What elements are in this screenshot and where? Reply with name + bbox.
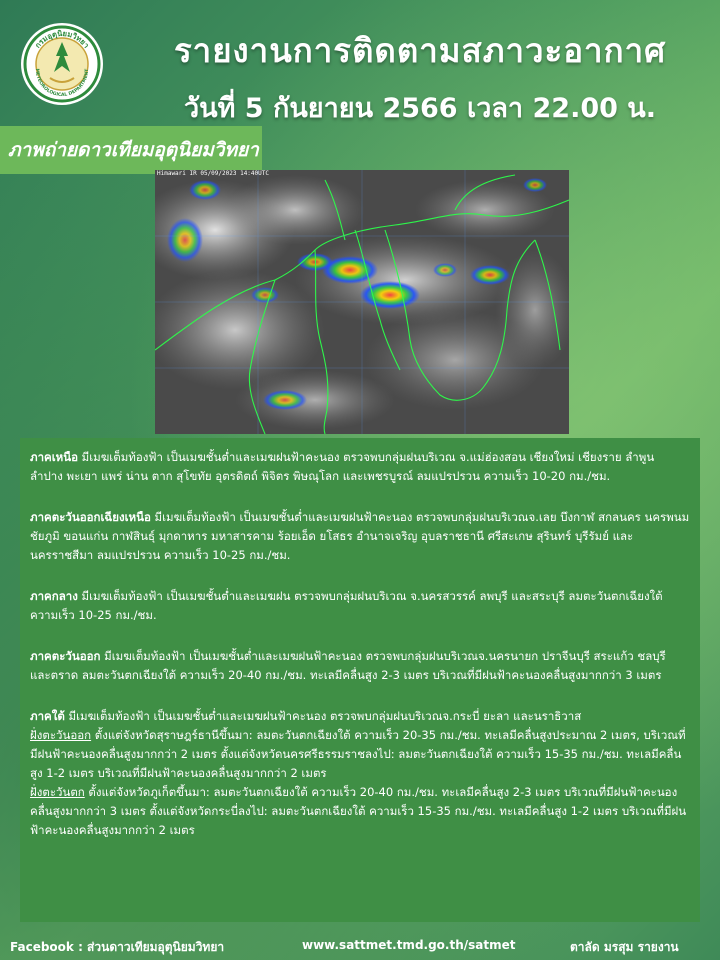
region-name: ภาคตะวันออก: [30, 649, 101, 663]
website-link[interactable]: www.sattmet.tmd.go.th/satmet: [302, 938, 516, 952]
page-title: รายงานการติดตามสภาวะอากาศ: [173, 31, 667, 70]
reporter-credit: ตาลัด มรสุม รายงาน: [570, 940, 679, 954]
logo-text-bottom: METEOROLOGICAL DEPARTMENT: [33, 68, 91, 99]
region-name: ภาคกลาง: [30, 589, 78, 603]
east-coast-text: ตั้งแต่จังหวัดสุราษฎร์ธานีขึ้นมา: ลมตะวันตกเฉียงใต้ ความเร็ว 20-35 กม./ชม. ทะเลมีคลื่นสูงประมาณ 2 เมตร, บริเวณที่มีฝนฟ้าคะนองคลื่นสูงมากกว่า 2 เมตร ตั้งแต่จังหวัดนครศรีธรรมราชลงไป: ลมตะวันตกเฉียงใต้ ความเร็ว 15-35 กม./ชม. ทะเลมีคลื่นสูง 1-2 เมตร บริเวณที่มีฝนฟ้าคะนองคลื่นสูงมากกว่า 2 เมตร: [30, 728, 686, 780]
region-north: [30, 448, 690, 486]
region-text: มีเมฆเต็มท้องฟ้า เป็นเมฆชั้นต่ำและเมฆฝนฟ้าคะนอง ตรวจพบกลุ่มฝนบริเวณจ.เลย บึงกาฬ สกลนคร นครพนม ชัยภูมิ ขอนแก่น กาฬสินธุ์ มุกดาหาร มหาสารคาม ร้อยเอ็ด ยโสธร อำนาจเจริญ อุบลราชธานี ศรีสะเกษ สุรินทร์ บุรีรัมย์ และนครราชสีมา ลมแปรปรวน ความเร็ว 10-25 กม./ชม.: [30, 510, 690, 562]
satellite-image: [155, 170, 569, 434]
region-name: ภาคใต้: [30, 709, 65, 723]
west-coast-label: ฝั่งตะวันตก: [30, 785, 85, 799]
east-coast-label: ฝั่งตะวันออก: [30, 728, 92, 742]
satellite-timestamp-label: Himawari IR 05/09/2023 14:40UTC: [157, 170, 269, 177]
weather-report-panel: [20, 438, 700, 922]
tmd-logo-icon: [20, 22, 104, 106]
satellite-map-graphic: [155, 170, 569, 434]
region-central: [30, 587, 690, 625]
region-text: มีเมฆเต็มท้องฟ้า เป็นเมฆชั้นต่ำและเมฆฝนฟ้าคะนอง ตรวจพบกลุ่มฝนบริเวณจ.กระบี่ ยะลา และนราธิวาส: [64, 709, 582, 723]
page-subtitle-date: วันที่ 5 กันยายน 2566 เวลา 22.00 น.: [183, 93, 657, 124]
region-east: [30, 647, 690, 685]
region-text: มีเมฆเต็มท้องฟ้า เป็นเมฆชั้นต่ำและเมฆฝนฟ้าคะนอง ตรวจพบกลุ่มฝนบริเวณจ.นครนายก ปราจีนบุรี สระแก้ว ชลบุรี และตราด ลมตะวันตกเฉียงใต้ ความเร็ว 20-40 กม./ชม. ทะเลมีคลื่นสูง 2-3 เมตร บริเวณที่มีฝนฟ้าคะนองคลื่นสูงมากกว่า 3 เมตร: [30, 649, 666, 682]
region-name: ภาคเหนือ: [30, 450, 79, 464]
region-text: มีเมฆเต็มท้องฟ้า เป็นเมฆชั้นต่ำและเมฆฝนฟ้าคะนอง ตรวจพบกลุ่มฝนบริเวณ จ.แม่ฮ่องสอน เชียงใหม่ เชียงราย ลำพูน ลำปาง พะเยา แพร่ น่าน ตาก สุโขทัย อุตรดิตถ์ พิจิตร พิษณุโลก และเพชรบูรณ์ ลมแปรปรวน ความเร็ว 10-20 กม./ชม.: [30, 450, 655, 483]
logo-text-top: กรมอุตุนิยมวิทยา: [33, 28, 91, 50]
region-text: มีเมฆเต็มท้องฟ้า เป็นเมฆชั้นต่ำและเมฆฝน ตรวจพบกลุ่มฝนบริเวณ จ.นครสวรรค์ ลพบุรี และสระบุรี ลมตะวันตกเฉียงใต้ ความเร็ว 10-25 กม./ชม.: [30, 589, 663, 622]
region-south: [30, 707, 690, 840]
facebook-link[interactable]: Facebook : ส่วนดาวเทียมอุตุนิยมวิทยา: [10, 940, 225, 954]
footer: [0, 936, 720, 960]
west-coast-text: ตั้งแต่จังหวัดภูเก็ตขึ้นมา: ลมตะวันตกเฉียงใต้ ความเร็ว 20-40 กม./ชม. ทะเลมีคลื่นสูง 2-3 เมตร บริเวณที่มีฝนฟ้าคะนองคลื่นสูงมากกว่า 3 เมตร ตั้งแต่จังหวัดกระบี่ลงไป: ลมตะวันตกเฉียงใต้ ความเร็ว 15-35 กม./ชม. ทะเลมีคลื่นสูง 1-2 เมตร บริเวณที่มีฝนฟ้าคะนองคลื่นสูงมากกว่า 2 เมตร: [30, 785, 687, 837]
section-tag-satellite: ภาพถ่ายดาวเทียมอุตุนิยมวิทยา: [0, 126, 262, 174]
header: [0, 0, 720, 125]
region-northeast: [30, 508, 690, 565]
region-name: ภาคตะวันออกเฉียงเหนือ: [30, 510, 151, 524]
